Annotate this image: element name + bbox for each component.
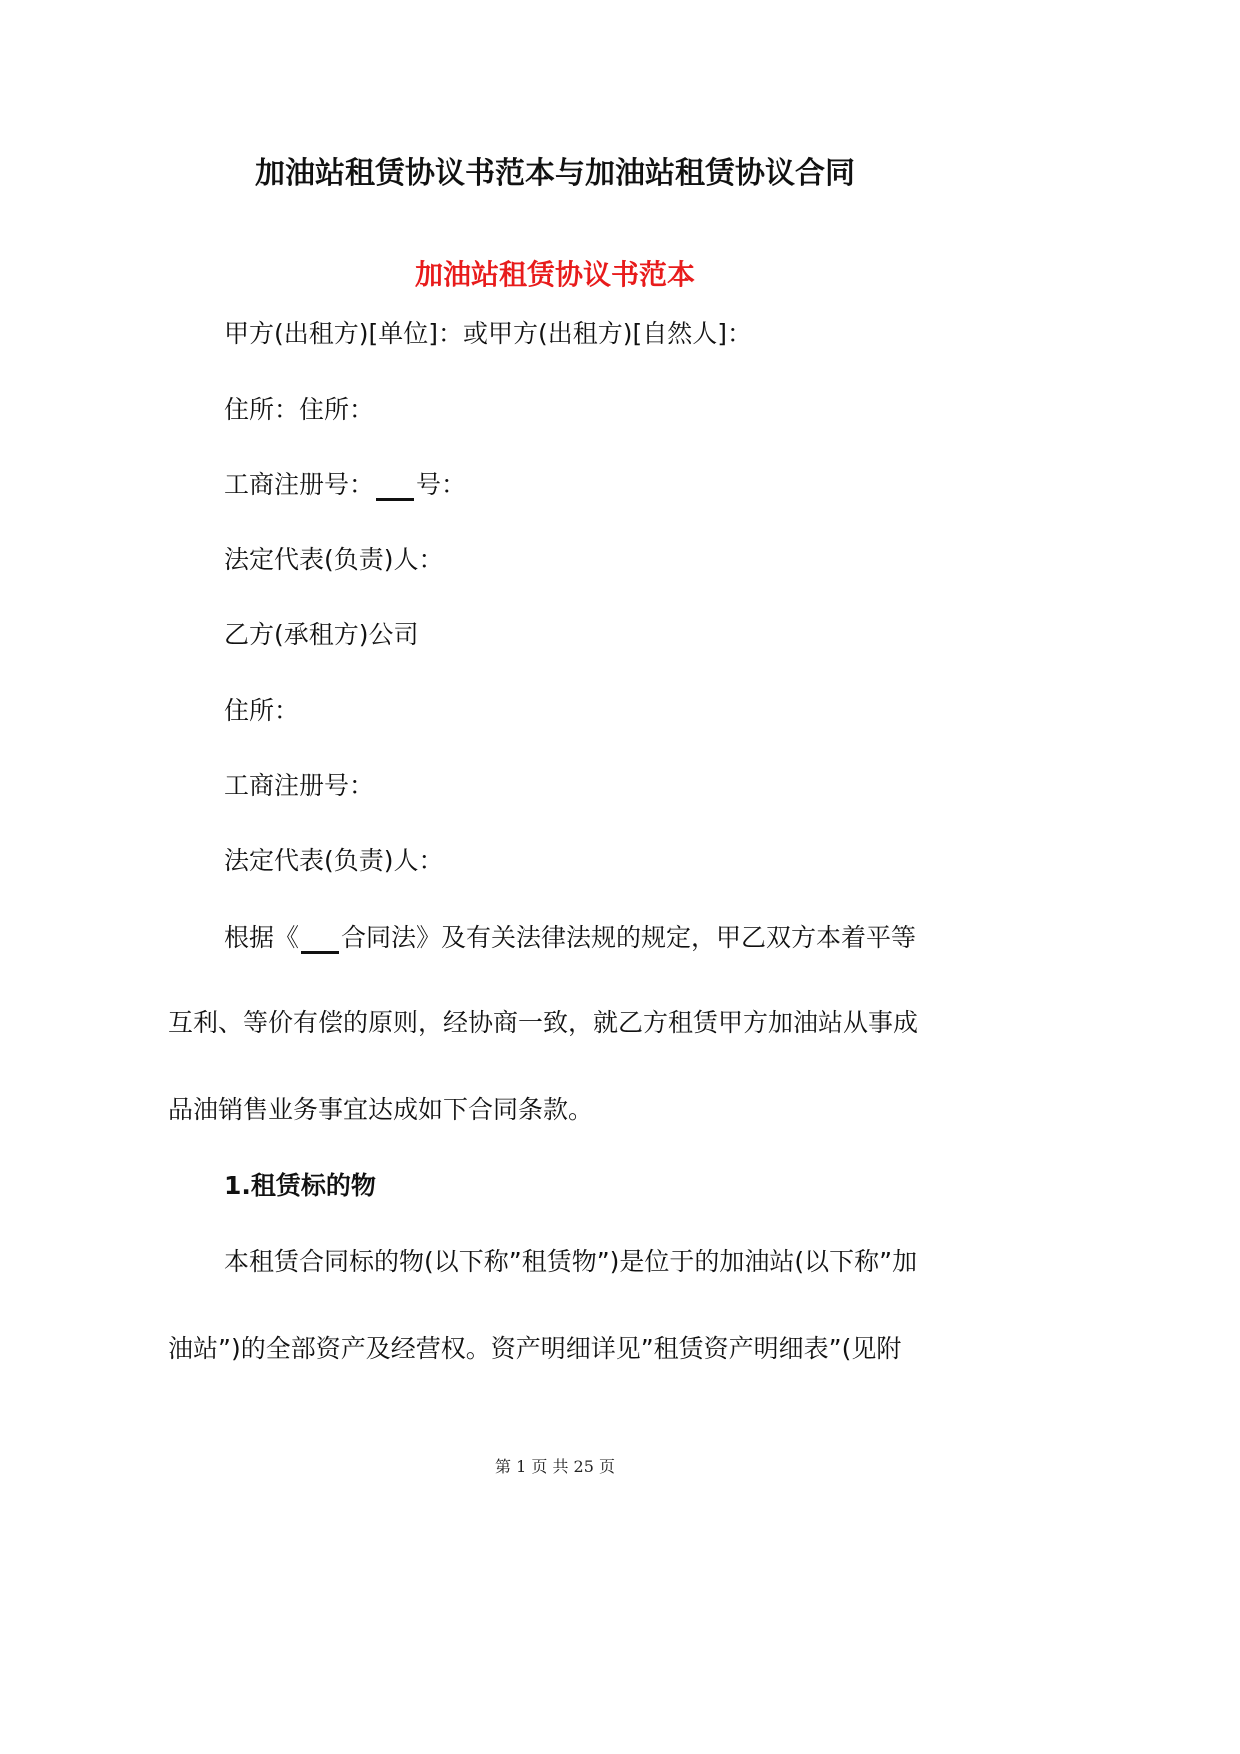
party-a-address: 住所：住所：: [224, 395, 375, 424]
basis-paragraph-line-3: 品油销售业务事宜达成如下合同条款。: [168, 1095, 594, 1124]
party-a-reg-prefix: 工商注册号：: [224, 470, 375, 499]
clause-1-line-1: 本租赁合同标的物(以下称”租赁物”)是位于的加油站(以下称”加: [224, 1247, 918, 1276]
party-a-line: 甲方(出租方)[单位]：或甲方(出租方)[自然人]：: [224, 319, 753, 348]
clause-1-line-2: 油站”)的全部资产及经营权。资产明细详见”租赁资产明细表”(见附: [168, 1334, 902, 1363]
page-footer: 第 1 页 共 25 页: [495, 1457, 615, 1476]
party-b-representative: 法定代表(负责)人：: [224, 846, 444, 875]
party-a-registration: [224, 465, 466, 505]
party-b-line: 乙方(承租方)公司: [224, 620, 419, 649]
party-b-registration: 工商注册号：: [224, 771, 375, 800]
basis-suffix: 合同法》及有关法律法规的规定，甲乙双方本着平等: [341, 923, 917, 952]
blank-underline: [301, 921, 339, 954]
basis-paragraph-line-2: 互利、等价有偿的原则，经协商一致，就乙方租赁甲方加油站从事成: [168, 1008, 919, 1037]
section-title: 加油站租赁协议书范本: [414, 258, 695, 291]
basis-paragraph-line-1: [224, 918, 916, 958]
document-title: 加油站租赁协议书范本与加油站租赁协议合同: [255, 156, 855, 191]
clause-1-heading: 1.租赁标的物: [224, 1171, 376, 1200]
party-a-reg-suffix: 号：: [416, 470, 467, 499]
party-b-address: 住所：: [224, 696, 300, 725]
party-a-representative: 法定代表(负责)人：: [224, 545, 444, 574]
blank-underline: [376, 468, 414, 501]
basis-prefix: 根据《: [224, 923, 300, 952]
